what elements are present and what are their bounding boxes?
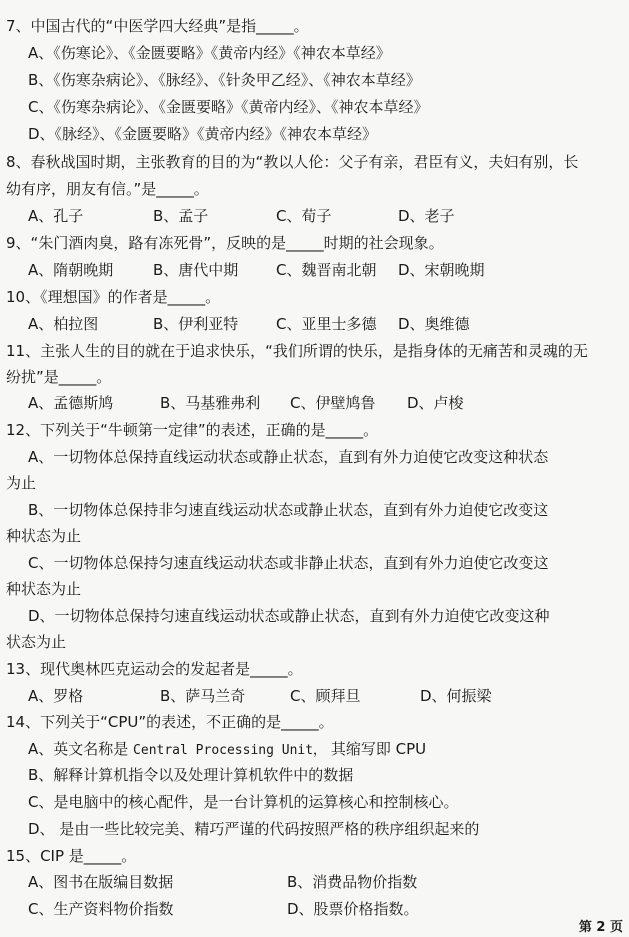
question-15-option-b: B、消费品物价指数 [287,873,418,891]
question-10-option-b: B、伊利亚特 [153,315,239,333]
question-10-option-d: D、奥维德 [398,315,470,333]
question-12-option-a-line1: A、一切物体总保持直线运动状态或静止状态，直到有外力迫使它改变这种状态 [28,448,549,466]
question-10-option-c: C、亚里士多德 [276,315,377,333]
question-13-stem: 13、现代奥林匹克运动会的发起者是_____。 [6,660,303,678]
question-15-option-c: C、生产资料物价指数 [28,900,174,918]
question-13-option-c: C、顾拜旦 [290,687,361,705]
question-12-option-d-line2: 状态为止 [6,633,67,651]
question-12-option-c-line1: C、一切物体总保持匀速直线运动状态或非静止状态，直到有外力迫使它改变这 [28,554,549,572]
question-14-option-a-english: Central Processing Unit， [133,743,327,758]
question-7-option-c: C、《伤寒杂病论》、《金匮要略》《黄帝内经》、《神农本草经》 [28,98,429,116]
question-13-option-d: D、何振梁 [420,687,492,705]
question-9-option-a: A、隋朝晚期 [28,261,114,279]
question-10-option-a: A、柏拉图 [28,315,99,333]
question-11-option-c: C、伊壁鸠鲁 [290,394,376,412]
question-12-option-b-line2: 种状态为止 [6,527,82,545]
question-7-option-d: D、《脉经》、《金匮要略》《黄帝内经》《神农本草经》 [28,125,378,143]
question-8-stem-line2: 幼有序，朋友有信。”是_____。 [6,180,209,198]
question-9-option-c: C、魏晋南北朝 [276,261,377,279]
page-number: 第 2 页 [578,920,623,935]
question-12-option-a-line2: 为止 [6,474,37,492]
question-11-option-a: A、孟德斯鸠 [28,394,114,412]
question-13-option-b: B、萨马兰奇 [160,687,246,705]
question-8-option-d: D、老子 [398,207,455,225]
question-9-option-d: D、宋朝晚期 [398,261,485,279]
question-7-stem: 7、中国古代的“中医学四大经典”是指_____。 [6,17,309,35]
question-9-option-b: B、唐代中期 [153,261,239,279]
question-12-option-d-line1: D、一切物体总保持匀速直线运动状态或静止状态，直到有外力迫使它改变这种 [28,607,550,625]
question-15-option-d: D、股票价格指数。 [287,900,419,918]
question-8-option-b: B、孟子 [153,207,209,225]
question-14-option-d: D、 是由一些比较完美、精巧严谨的代码按照严格的秩序组织起来的 [28,820,480,838]
question-11-stem-line2: 纷扰”是_____。 [6,368,112,386]
question-15-option-a: A、图书在版编目数据 [28,873,174,891]
question-12-option-b-line1: B、一切物体总保持非匀速直线运动状态或静止状态，直到有外力迫使它改变这 [28,501,549,519]
question-8-stem-line1: 8、春秋战国时期，主张教育的目的为“教以人伦：父子有亲，君臣有义，夫妇有别，长 [6,153,579,171]
question-8-option-a: A、孔子 [28,207,84,225]
question-14-stem: 14、下列关于“CPU”的表述，不正确的是_____。 [6,713,334,731]
question-8-option-c: C、荀子 [276,207,332,225]
question-11-option-b: B、马基雅弗利 [160,394,261,412]
question-13-option-a: A、罗格 [28,687,84,705]
question-14-option-a-prefix: A、英文名称是 [28,740,129,758]
question-9-stem: 9、“朱门酒肉臭，路有冻死骨”，反映的是_____时期的社会现象。 [6,234,444,252]
question-12-option-c-line2: 种状态为止 [6,580,82,598]
question-7-option-a: A、《伤寒论》、《金匮要略》《黄帝内经》《神农本草经》 [28,44,391,62]
question-11-option-d: D、卢梭 [407,394,464,412]
question-11-stem-line1: 11、主张人生的目的就在于追求快乐，“我们所谓的快乐，是指身体的无痛苦和灵魂的无 [6,342,588,360]
question-15-stem: 15、CIP 是_____。 [6,847,137,865]
question-14-option-a-suffix: 其缩写即 CPU [330,740,427,758]
question-7-option-b: B、《伤寒杂病论》、《脉经》、《针灸甲乙经》、《神农本草经》 [28,71,421,89]
question-12-stem: 12、下列关于“牛顿第一定律”的表述，正确的是_____。 [6,421,379,439]
question-14-option-b: B、解释计算机指令以及处理计算机软件中的数据 [28,766,354,784]
question-14-option-c: C、是电脑中的核心配件，是一台计算机的运算核心和控制核心。 [28,793,459,811]
question-10-stem: 10、《理想国》的作者是_____。 [6,288,221,306]
question-14-option-a [28,739,426,761]
